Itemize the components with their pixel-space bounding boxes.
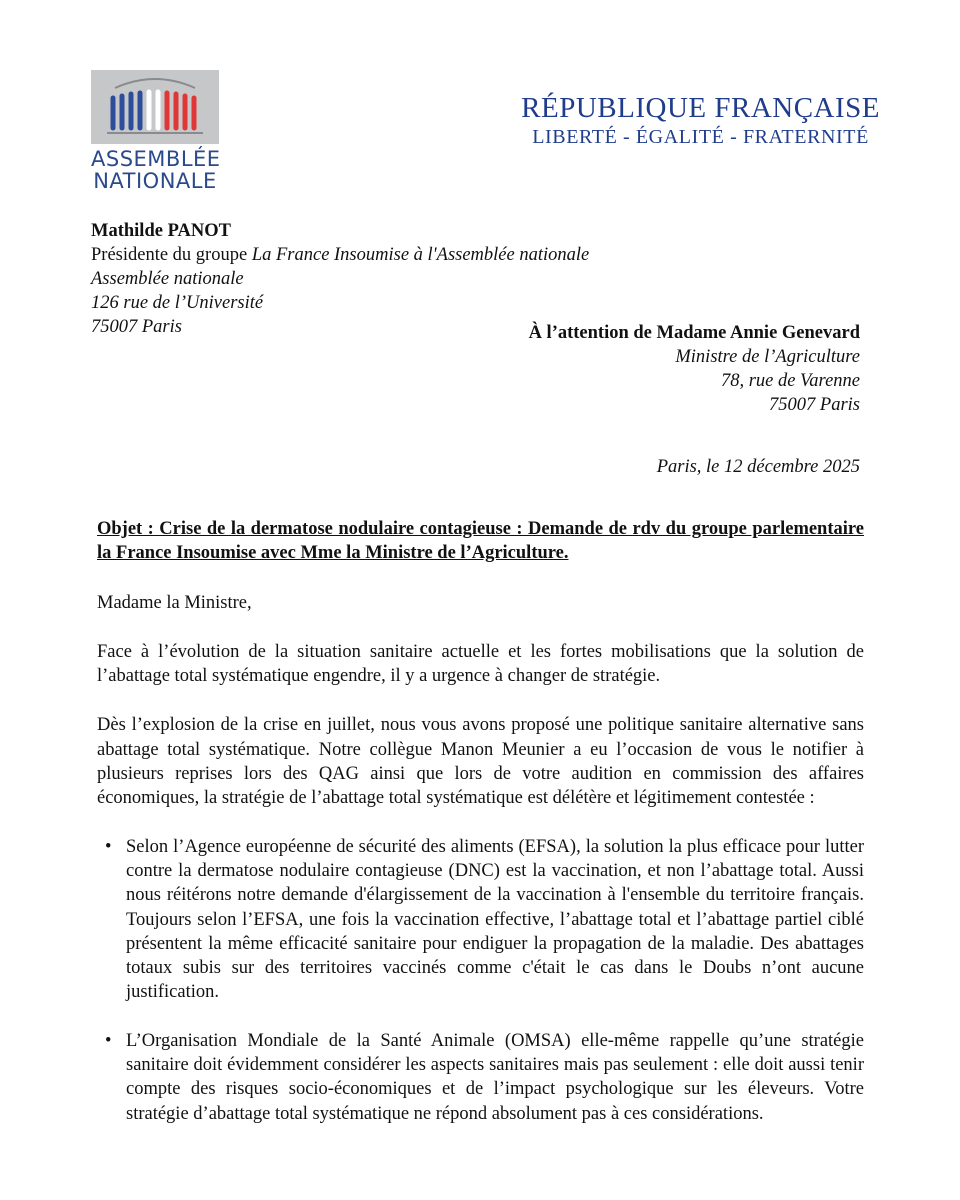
- bullet-icon: •: [105, 836, 112, 857]
- sender-block: [91, 219, 589, 339]
- sender-name: Mathilde PANOT: [91, 221, 231, 241]
- assemblee-nationale-logo: [91, 70, 219, 192]
- republic-header: [521, 92, 880, 149]
- recipient-title: Ministre de l’Agriculture: [675, 347, 860, 367]
- sender-role-group: La France Insoumise à l'Assemblée nationale: [251, 245, 590, 265]
- recipient-street: 78, rue de Varenne: [720, 371, 860, 391]
- list-item: [97, 835, 864, 1005]
- paragraph-2: Dès l’explosion de la crise en juillet, nous vous avons proposé une politique sanitaire alternative sans abattage total systématique. Notre collègue Manon Meunier a eu l’occasion de vous le notifier à plusieurs reprises lors des QAG ainsi que lors de votre audition en commission des affaires économiques, la stratégie de l’abattage total systématique est délétère et légitimement contestée :: [97, 715, 864, 809]
- letter-subject: Objet : Crise de la dermatose nodulaire contagieuse : Demande de rdv du groupe parlementaire la France Insoumise avec Mme la Ministre de l’Agriculture.: [97, 519, 864, 564]
- bullet-text: L’Organisation Mondiale de la Santé Animale (OMSA) elle-même rappelle qu’une stratégie sanitaire doit évidemment considérer les aspects sanitaires mais pas seulement : elle doit aussi tenir compte des risques socio-économiques et de l’impact psychologique sur les éleveurs. Votre stratégie d’abattage total systématique ne répond absolument pas à ces considérations.: [126, 1030, 864, 1124]
- recipient-city: 75007 Paris: [769, 395, 860, 415]
- bullet-list: [97, 835, 864, 1126]
- recipient-block: [529, 321, 860, 417]
- sender-role: [91, 243, 589, 267]
- logo-line-1: ASSEMBLÉE: [91, 147, 221, 171]
- bullet-text: Selon l’Agence européenne de sécurité des aliments (EFSA), la solution la plus efficace pour lutter contre la dermatose nodulaire contagieuse (DNC) est la vaccination, et non l’abattage total. Aussi nous réitérons notre demande d'élargissement de la vaccination à l'ensemble du territoire français. Toujours selon l’EFSA, une fois la vaccination effective, l’abattage total et l’abattage partiel ciblé présentent la même efficacité sanitaire pour endiguer la propagation de la maladie. Des abattages totaux subis sur des territoires vaccinés comme c'était le cas dans le Doubs n’ont aucune justification.: [126, 836, 864, 1003]
- logo-line-2: NATIONALE: [93, 169, 217, 193]
- sender-role-prefix: Présidente du groupe: [91, 245, 252, 265]
- sender-institution: Assemblée nationale: [91, 269, 244, 289]
- sender-city: 75007 Paris: [91, 317, 182, 337]
- letter-date: Paris, le 12 décembre 2025: [656, 457, 860, 477]
- sender-street: 126 rue de l’Université: [91, 293, 264, 313]
- list-item: [97, 1029, 864, 1126]
- republic-motto: LIBERTÉ - ÉGALITÉ - FRATERNITÉ: [532, 126, 869, 148]
- hemicycle-icon: [91, 70, 219, 144]
- salutation: Madame la Ministre,: [97, 592, 252, 613]
- paragraph-1: Face à l’évolution de la situation sanitaire actuelle et les fortes mobilisations que la solution de l’abattage total systématique engendre, il y a urgence à changer de stratégie.: [97, 641, 864, 687]
- letter-body: [97, 517, 864, 1126]
- recipient-attention: À l’attention de Madame Annie Genevard: [528, 323, 860, 343]
- republic-title: RÉPUBLIQUE FRANÇAISE: [521, 92, 880, 124]
- bullet-icon: •: [105, 1030, 112, 1051]
